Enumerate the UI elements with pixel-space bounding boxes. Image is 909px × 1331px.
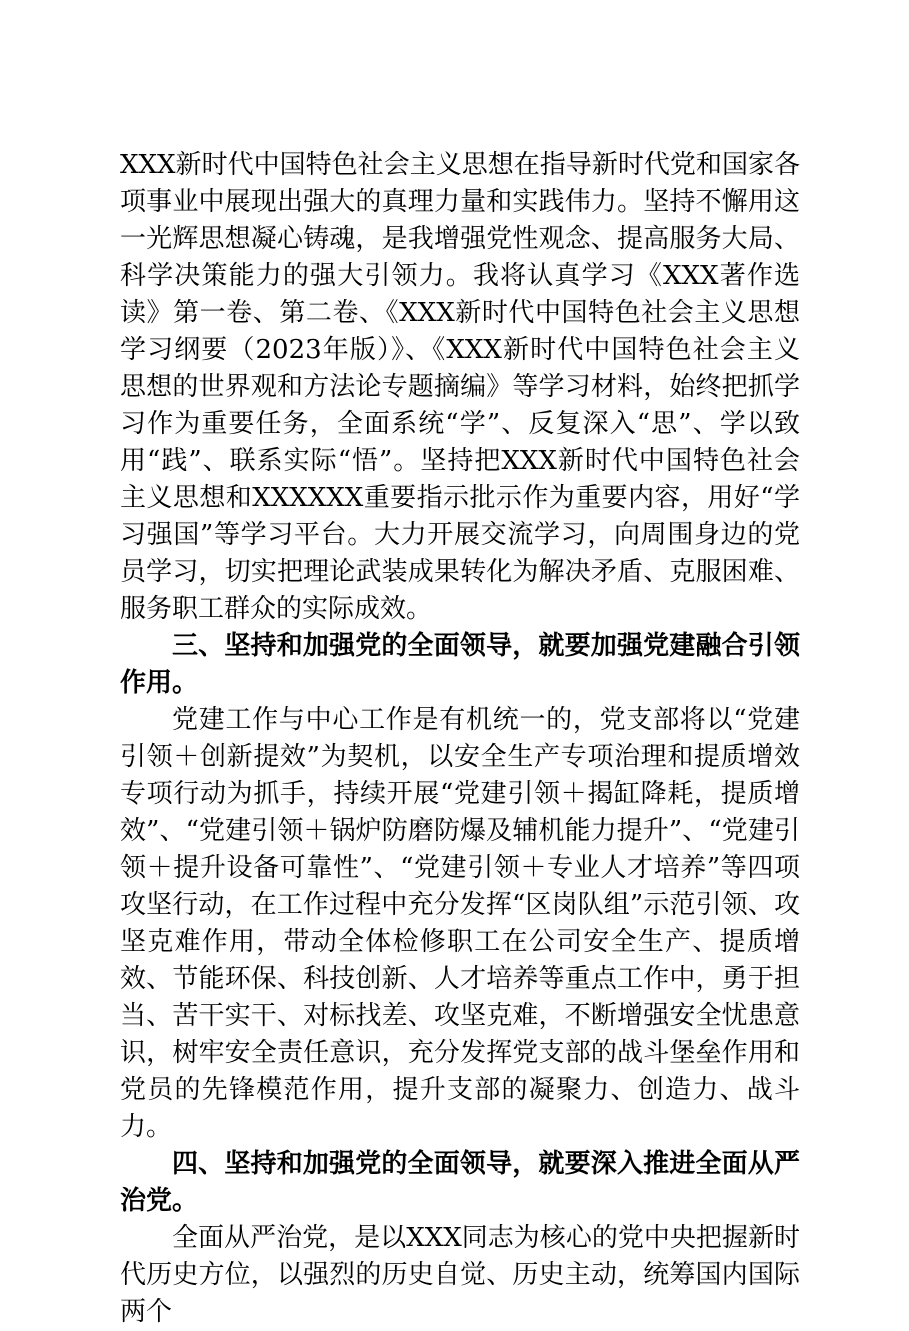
body-paragraph-1: XXX新时代中国特色社会主义思想在指导新时代党和国家各项事业中展现出强大的真理力量和实践伟力。坚持不懈用这一光辉思想凝心铸魂，是我增强党性观念、提高服务大局、科学决策能力的强大引领力。我将认真学习《XXX著作选读》第一卷、第二卷、《XXX新时代中国特色社会主义思想学习纲要（2023年版）》、《XXX新时代中国特色社会主义思想的世界观和方法论专题摘编》等学习材料，始终把抓学习作为重要任务，全面系统“学”、反复深入“思”、学以致用“践”、联系实际“悟”。坚持把XXX新时代中国特色社会主义思想和XXXXXX重要指示批示作为重要内容，用好“学习强国”等学习平台。大力开展交流学习，向周围身边的党员学习，切实把理论武装成果转化为解决矛盾、克服困难、服务职工群众的实际成效。 bbox=[120, 150, 800, 624]
section-heading-3: 三、坚持和加强党的全面领导，就要加强党建融合引领作用。 bbox=[120, 631, 800, 698]
section-heading-4: 四、坚持和加强党的全面领导，就要深入推进全面从严治党。 bbox=[120, 1149, 800, 1216]
document-body bbox=[120, 147, 800, 1331]
body-paragraph-3: 全面从严治党，是以XXX同志为核心的党中央把握新时代历史方位，以强烈的历史自觉、历史主动，统筹国内国际两个 bbox=[120, 1223, 800, 1327]
body-paragraph-2: 党建工作与中心工作是有机统一的，党支部将以“党建引领＋创新提效”为契机，以安全生产专项治理和提质增效专项行动为抓手，持续开展“党建引领＋揭缸降耗，提质增效”、“党建引领＋锅炉防磨防爆及辅机能力提升”、“党建引领＋提升设备可靠性”、“党建引领＋专业人才培养”等四项攻坚行动，在工作过程中充分发挥“区岗队组”示范引领、攻坚克难作用，带动全体检修职工在公司安全生产、提质增效、节能环保、科技创新、人才培养等重点工作中，勇于担当、苦干实干、对标找差、攻坚克难，不断增强安全忧患意识，树牢安全责任意识，充分发挥党支部的战斗堡垒作用和党员的先锋模范作用，提升支部的凝聚力、创造力、战斗力。 bbox=[120, 705, 800, 1142]
